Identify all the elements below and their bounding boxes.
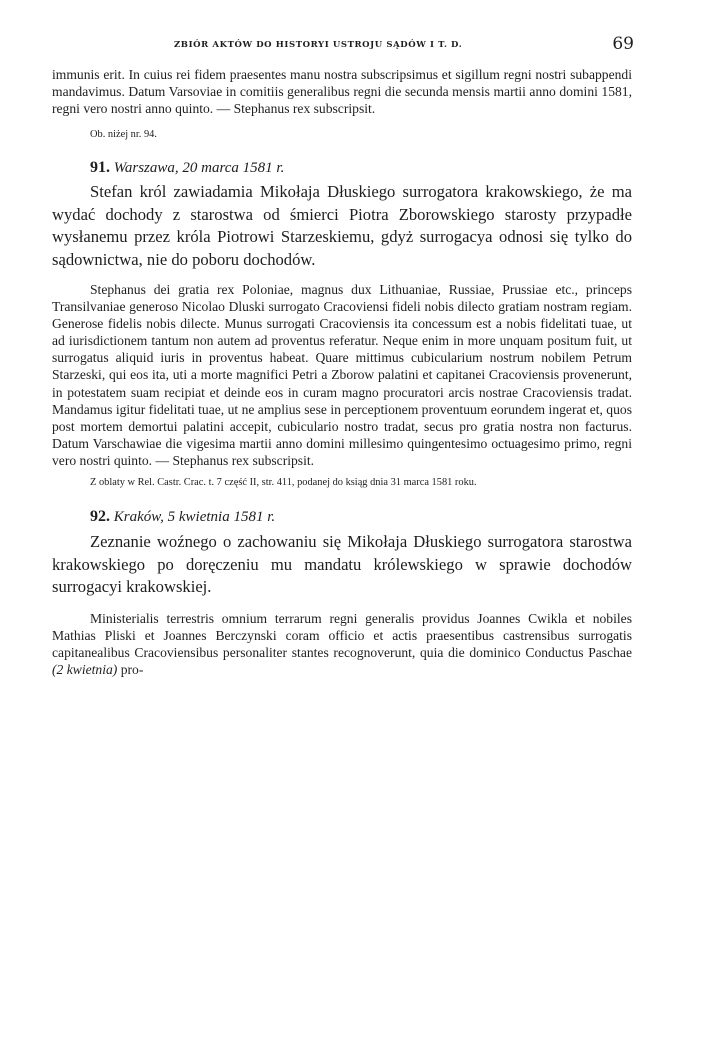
document-summary: Stefan król zawiadamia Mikołaja Dłuskiego surrogatora krakowskiego, że ma wydać dochody z starostwa od śmierci Piotra Zborowskiego starosty przypadłe wysłanemu przez króla Piotrowi Starzeskiemu, gdyż surrogacya odnosi się tylko do sądownictwa, nie do poboru dochodów. [52, 182, 632, 269]
document-number: 91. [90, 159, 110, 176]
document-body [52, 610, 632, 678]
document-heading [52, 159, 632, 177]
running-header [52, 34, 634, 60]
document-body-end: pro- [120, 661, 144, 677]
document-page [52, 34, 634, 678]
document-body-date-note: (2 kwietnia) [52, 661, 118, 677]
document-date: Warszawa, 20 marca 1581 r. [113, 160, 285, 176]
page-number: 69 [612, 34, 634, 54]
continuation-text: immunis erit. In cuius rei fidem praesentes manu nostra subscripsimus et sigillum regni nostri subappendi mandavimus. Datum Varsoviae in comitiis generalibus regni die secunda mensis martii anno domini 1581, regni vero nostri anno quinto. — Stephanus rex subscripsit. [52, 67, 632, 116]
document-body: Stephanus dei gratia rex Poloniae, magnus dux Lithuaniae, Russiae, Prussiae etc., princeps Transilvaniae generoso Nicolao Dluski surrogato Cracoviensi fideli nobis dilecto gratiam nostram regiam. Generose fidelis nobis dilecte. Munus surrogati Cracoviensis ita concessum est a nobis fidelitati tuae, ut ad iurisdictionem tantum non autem ad proventus referatur. Neque enim in more unquam positum fuit, ut surrogatus aliquid iuris in proventus habeat. Quare mittimus cubicularium nostrum nobilem Petrum Starzeski, qui eos ita, uti a morte magnifici Petri a Zborow palatini et capitanei Cracoviensis provenerunt, in potestatem suam recipiat et deinde eos in curam magno procuratori arcis nostrae Cracoviensis tradat. Mandamus igitur fidelitati tuae, ut ne amplius sese in perceptionem proventuum eorundem ingerat et, quos post mortem demortui palatini accepit, cubiculario nostro tradat, secus pro gratia nostra non facturus. Datum Varschawiae die vigesima martii anno domini millesimo quingentesimo octuagesimo primo, regni vero nostri quinto. — Stephanus rex subscripsit. [52, 282, 632, 468]
document-source-note: Z oblaty w Rel. Castr. Crac. t. 7 część II, str. 411, podanej do ksiąg dnia 31 marca 1581 roku. [90, 477, 477, 489]
continuation-note: Ob. niżej nr. 94. [90, 129, 157, 140]
document-body-start: Ministerialis terrestris omnium terrarum regni generalis providus Joannes Cwikla et nobiles Mathias Pliski et Joannes Berczynski coram officio et actis praesentibus castrensibus surrogatis capitanealibus Cracoviensibus personaliter stantes recognoverunt, quia die dominico Conductus Paschae [52, 610, 632, 660]
document-summary: Zeznanie woźnego o zachowaniu się Mikołaja Dłuskiego surrogatora starostwa krakowskiego po doręczeniu mu mandatu królewskiego w sprawie dochodów surrogacyi krakowskiej. [52, 532, 632, 597]
document-date: Kraków, 5 kwietnia 1581 r. [113, 509, 276, 526]
document-number: 92. [90, 508, 110, 526]
document-heading [52, 508, 632, 526]
running-title: ZBIÓR AKTÓW DO HISTORYI USTROJU SĄDÓW I T. D. [174, 40, 463, 50]
